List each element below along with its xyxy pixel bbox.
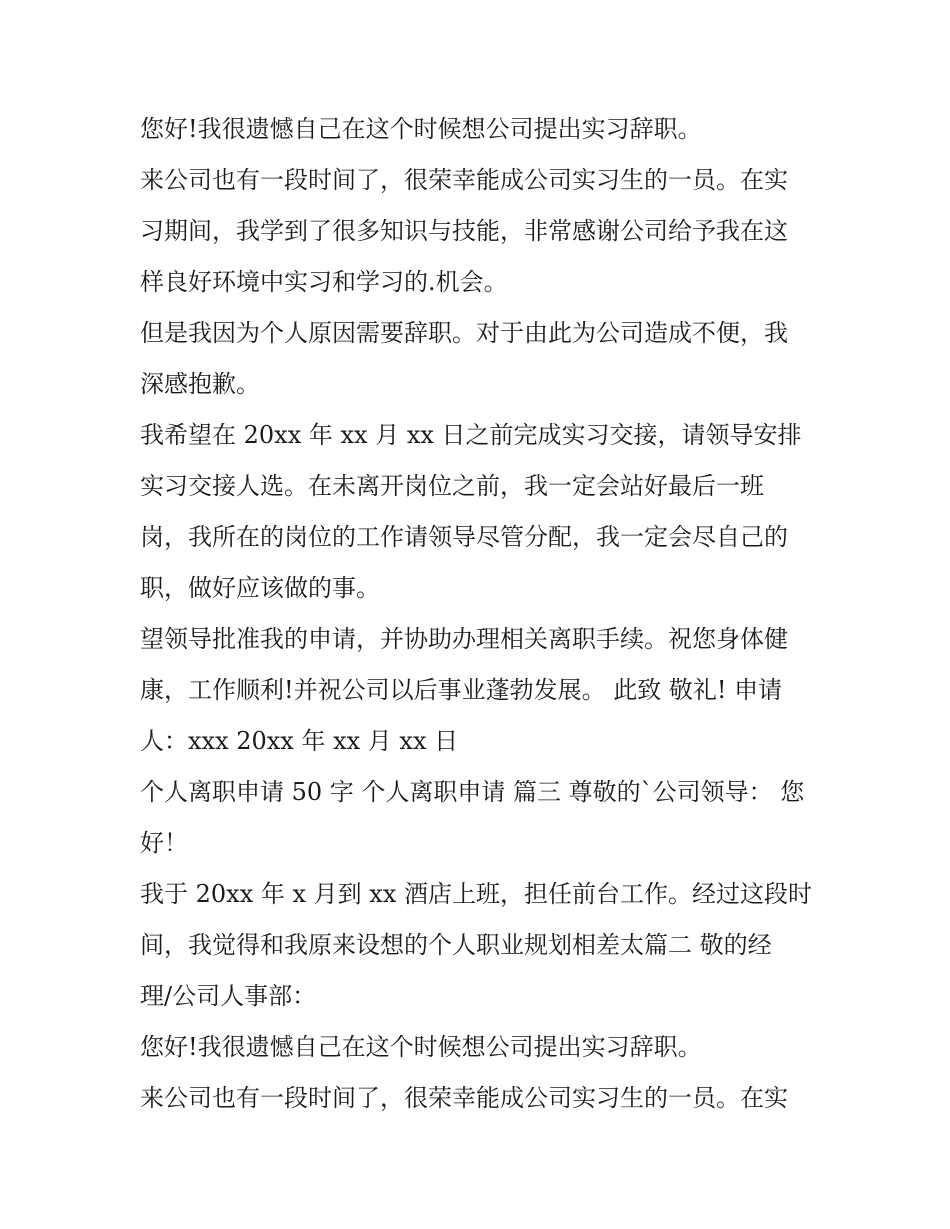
text-line: 人：xxx 20xx 年 xx 月 xx 日 xyxy=(140,727,459,755)
document-body xyxy=(140,104,830,1124)
text-line: 我于 20xx 年 x 月到 xx 酒店上班，担任前台工作。经过这段时 xyxy=(140,880,812,908)
text-line: 理/公司人事部： xyxy=(140,982,317,1010)
text-line: 样良好环境中实习和学习的.机会。 xyxy=(140,268,508,296)
text-line: 来公司也有一段时间了，很荣幸能成公司实习生的一员。在实 xyxy=(140,1084,788,1112)
text-line: 您好!我很遗憾自己在这个时候想公司提出实习辞职。 xyxy=(140,1033,702,1061)
text-line: 您好!我很遗憾自己在这个时候想公司提出实习辞职。 xyxy=(140,115,702,143)
text-line: 但是我因为个人原因需要辞职。对于由此为公司造成不便，我 xyxy=(140,319,788,347)
text-line: 康，工作顺利!并祝公司以后事业蓬勃发展。 此致 敬礼! 申请 xyxy=(140,676,783,704)
text-line: 习期间，我学到了很多知识与技能，非常感谢公司给予我在这 xyxy=(140,217,788,245)
text-line: 我希望在 20xx 年 xx 月 xx 日之前完成实习交接，请领导安排 xyxy=(140,421,802,449)
text-line: 职，做好应该做的事。 xyxy=(140,574,380,602)
text-line: 好！ xyxy=(140,829,188,857)
text-line: 实习交接人选。在未离开岗位之前，我一定会站好最后一班 xyxy=(140,472,764,500)
text-line: 来公司也有一段时间了，很荣幸能成公司实习生的一员。在实 xyxy=(140,166,788,194)
text-line: 间，我觉得和我原来设想的个人职业规划相差太篇二 敬的经 xyxy=(140,931,772,959)
text-line: 岗，我所在的岗位的工作请领导尽管分配，我一定会尽自己的 xyxy=(140,523,788,551)
text-line: 个人离职申请 50 字 个人离职申请 篇三 尊敬的`公司领导： 您 xyxy=(140,778,805,806)
text-line: 望领导批准我的申请，并协助办理相关离职手续。祝您身体健 xyxy=(140,625,788,653)
text-line: 深感抱歉。 xyxy=(140,370,260,398)
